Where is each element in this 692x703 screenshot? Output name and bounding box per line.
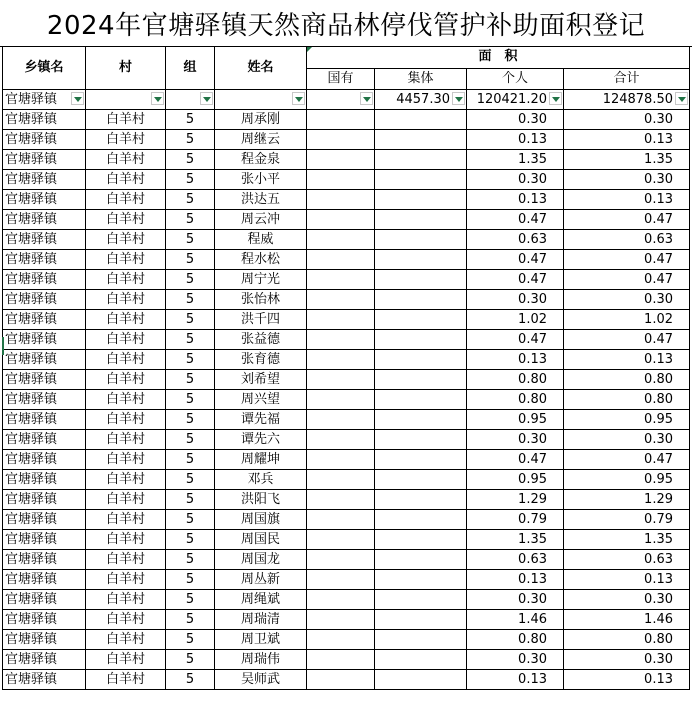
cell-village[interactable]: 白羊村 xyxy=(86,310,166,330)
cell-individual[interactable]: 1.46 xyxy=(467,610,564,630)
cell-group[interactable]: 5 xyxy=(166,230,215,250)
cell-group[interactable]: 5 xyxy=(166,470,215,490)
table-row xyxy=(3,250,690,270)
cell-town[interactable]: 官塘驿镇 xyxy=(3,130,86,150)
cell-group[interactable]: 5 xyxy=(166,510,215,530)
cell-town[interactable]: 官塘驿镇 xyxy=(3,110,86,130)
cell-collective[interactable] xyxy=(375,370,467,390)
cell-individual[interactable]: 0.80 xyxy=(467,390,564,410)
cell-village[interactable]: 白羊村 xyxy=(86,250,166,270)
filter-value-total: 124878.50 xyxy=(602,91,673,107)
cell-state[interactable] xyxy=(307,410,375,430)
cell-state[interactable] xyxy=(307,350,375,370)
table-row xyxy=(3,170,690,190)
cell-total[interactable]: 0.80 xyxy=(564,390,690,410)
cell-name[interactable]: 周承刚 xyxy=(215,110,307,130)
header-total: 合计 xyxy=(564,68,690,90)
cell-total[interactable]: 0.47 xyxy=(564,450,690,470)
cell-individual[interactable]: 0.80 xyxy=(467,630,564,650)
table-row xyxy=(3,450,690,470)
cell-total[interactable]: 0.80 xyxy=(564,630,690,650)
cell-state[interactable] xyxy=(307,150,375,170)
filter-cell-village[interactable] xyxy=(86,90,166,110)
cell-state[interactable] xyxy=(307,510,375,530)
table-row xyxy=(3,490,690,510)
cell-total[interactable]: 0.63 xyxy=(564,550,690,570)
table-row xyxy=(3,230,690,250)
filter-cell-name[interactable] xyxy=(215,90,307,110)
cell-village[interactable]: 白羊村 xyxy=(86,190,166,210)
cell-town[interactable]: 官塘驿镇 xyxy=(3,370,86,390)
cell-collective[interactable] xyxy=(375,390,467,410)
cell-name[interactable]: 周丛新 xyxy=(215,570,307,590)
cell-name[interactable]: 程金泉 xyxy=(215,150,307,170)
cell-group[interactable]: 5 xyxy=(166,370,215,390)
cell-collective[interactable] xyxy=(375,130,467,150)
cell-name[interactable]: 程威 xyxy=(215,230,307,250)
cell-state[interactable] xyxy=(307,430,375,450)
cell-individual[interactable]: 0.30 xyxy=(467,590,564,610)
cell-collective[interactable] xyxy=(375,110,467,130)
filter-value-collective: 4457.30 xyxy=(396,91,450,107)
cell-total[interactable]: 0.13 xyxy=(564,570,690,590)
cell-state[interactable] xyxy=(307,330,375,350)
cell-group[interactable]: 5 xyxy=(166,110,215,130)
filter-cell-group[interactable] xyxy=(166,90,215,110)
cell-name[interactable]: 周耀坤 xyxy=(215,450,307,470)
cell-group[interactable]: 5 xyxy=(166,290,215,310)
cell-name[interactable]: 周兴望 xyxy=(215,390,307,410)
sheet-title: 2024年官塘驿镇天然商品林停伐管护补助面积登记 xyxy=(46,10,646,41)
cell-individual[interactable]: 0.47 xyxy=(467,250,564,270)
table-row xyxy=(3,150,690,170)
cell-total[interactable]: 1.35 xyxy=(564,150,690,170)
cell-state[interactable] xyxy=(307,250,375,270)
cell-village[interactable]: 白羊村 xyxy=(86,530,166,550)
cell-name[interactable]: 张小平 xyxy=(215,170,307,190)
cell-name[interactable]: 洪达五 xyxy=(215,190,307,210)
cell-group[interactable]: 5 xyxy=(166,410,215,430)
cell-village[interactable]: 白羊村 xyxy=(86,410,166,430)
cell-state[interactable] xyxy=(307,390,375,410)
filter-cell-state[interactable] xyxy=(307,90,375,110)
cell-individual[interactable]: 0.30 xyxy=(467,290,564,310)
cell-state[interactable] xyxy=(307,450,375,470)
cell-group[interactable]: 5 xyxy=(166,250,215,270)
cell-name[interactable]: 谭先福 xyxy=(215,410,307,430)
cell-state[interactable] xyxy=(307,630,375,650)
cell-total[interactable]: 0.47 xyxy=(564,250,690,270)
cell-total[interactable]: 0.13 xyxy=(564,670,690,690)
cell-collective[interactable] xyxy=(375,250,467,270)
cell-village[interactable]: 白羊村 xyxy=(86,370,166,390)
cell-individual[interactable]: 1.02 xyxy=(467,310,564,330)
cell-name[interactable]: 周绳斌 xyxy=(215,590,307,610)
filter-dropdown-icon[interactable] xyxy=(292,92,305,105)
cell-name[interactable]: 吴师武 xyxy=(215,670,307,690)
table-row xyxy=(3,390,690,410)
cell-state[interactable] xyxy=(307,310,375,330)
header-name: 姓名 xyxy=(215,47,307,90)
cell-collective[interactable] xyxy=(375,330,467,350)
cell-collective[interactable] xyxy=(375,270,467,290)
cell-total[interactable]: 0.13 xyxy=(564,190,690,210)
cell-total[interactable]: 0.30 xyxy=(564,110,690,130)
cell-town[interactable]: 官塘驿镇 xyxy=(3,430,86,450)
cell-total[interactable]: 0.79 xyxy=(564,510,690,530)
cell-collective[interactable] xyxy=(375,410,467,430)
cell-name[interactable]: 周国旗 xyxy=(215,510,307,530)
filter-dropdown-icon[interactable] xyxy=(675,92,688,105)
table-row xyxy=(3,350,690,370)
cell-state[interactable] xyxy=(307,490,375,510)
cell-collective[interactable] xyxy=(375,610,467,630)
cell-total[interactable]: 0.13 xyxy=(564,130,690,150)
cell-collective[interactable] xyxy=(375,350,467,370)
table-row xyxy=(3,410,690,430)
data-rows xyxy=(3,110,690,690)
filter-dropdown-icon[interactable] xyxy=(452,92,465,105)
table-row xyxy=(3,310,690,330)
table-row xyxy=(3,210,690,230)
table-row xyxy=(3,290,690,310)
table-row xyxy=(3,110,690,130)
cell-group[interactable]: 5 xyxy=(166,610,215,630)
cell-individual[interactable]: 0.63 xyxy=(467,550,564,570)
cell-collective[interactable] xyxy=(375,490,467,510)
cell-state[interactable] xyxy=(307,670,375,690)
cell-name[interactable]: 周云冲 xyxy=(215,210,307,230)
cell-village[interactable]: 白羊村 xyxy=(86,150,166,170)
cell-town[interactable]: 官塘驿镇 xyxy=(3,570,86,590)
cell-state[interactable] xyxy=(307,470,375,490)
cell-individual[interactable]: 0.30 xyxy=(467,650,564,670)
cell-name[interactable]: 张育德 xyxy=(215,350,307,370)
cell-village[interactable]: 白羊村 xyxy=(86,630,166,650)
active-cell-indicator xyxy=(2,337,4,355)
cell-town[interactable]: 官塘驿镇 xyxy=(3,210,86,230)
cell-individual[interactable]: 0.47 xyxy=(467,450,564,470)
cell-name[interactable]: 周瑞伟 xyxy=(215,650,307,670)
cell-name[interactable]: 程水松 xyxy=(215,250,307,270)
cell-town[interactable]: 官塘驿镇 xyxy=(3,250,86,270)
cell-town[interactable]: 官塘驿镇 xyxy=(3,310,86,330)
cell-individual[interactable]: 0.13 xyxy=(467,130,564,150)
cell-total[interactable]: 0.80 xyxy=(564,370,690,390)
cell-state[interactable] xyxy=(307,550,375,570)
cell-total[interactable]: 1.35 xyxy=(564,530,690,550)
cell-state[interactable] xyxy=(307,230,375,250)
cell-individual[interactable]: 1.35 xyxy=(467,530,564,550)
filter-dropdown-icon[interactable] xyxy=(360,92,373,105)
cell-individual[interactable]: 0.80 xyxy=(467,370,564,390)
cell-name[interactable]: 张益德 xyxy=(215,330,307,350)
cell-village[interactable]: 白羊村 xyxy=(86,230,166,250)
table-row xyxy=(3,470,690,490)
table-row xyxy=(3,570,690,590)
cell-state[interactable] xyxy=(307,570,375,590)
cell-collective[interactable] xyxy=(375,670,467,690)
cell-individual[interactable]: 0.30 xyxy=(467,430,564,450)
cell-individual[interactable]: 1.35 xyxy=(467,150,564,170)
cell-collective[interactable] xyxy=(375,650,467,670)
cell-name[interactable]: 刘希望 xyxy=(215,370,307,390)
cell-total[interactable]: 0.13 xyxy=(564,350,690,370)
cell-group[interactable]: 5 xyxy=(166,630,215,650)
cell-group[interactable]: 5 xyxy=(166,570,215,590)
cell-individual[interactable]: 0.13 xyxy=(467,350,564,370)
cell-village[interactable]: 白羊村 xyxy=(86,390,166,410)
table-row xyxy=(3,190,690,210)
cell-town[interactable]: 官塘驿镇 xyxy=(3,230,86,250)
table-row xyxy=(3,270,690,290)
table-row xyxy=(3,670,690,690)
cell-town[interactable]: 官塘驿镇 xyxy=(3,650,86,670)
cell-state[interactable] xyxy=(307,270,375,290)
cell-individual[interactable]: 0.13 xyxy=(467,570,564,590)
header-row-1 xyxy=(3,47,690,69)
filter-value-individual: 120421.20 xyxy=(476,91,547,107)
cell-village[interactable]: 白羊村 xyxy=(86,350,166,370)
cell-collective[interactable] xyxy=(375,190,467,210)
table-row xyxy=(3,650,690,670)
cell-state[interactable] xyxy=(307,290,375,310)
cell-village[interactable]: 白羊村 xyxy=(86,170,166,190)
cell-village[interactable]: 白羊村 xyxy=(86,570,166,590)
cell-name[interactable]: 周继云 xyxy=(215,130,307,150)
filter-dropdown-icon[interactable] xyxy=(549,92,562,105)
cell-total[interactable]: 0.47 xyxy=(564,210,690,230)
cell-name[interactable]: 周国龙 xyxy=(215,550,307,570)
cell-village[interactable]: 白羊村 xyxy=(86,550,166,570)
cell-name[interactable]: 谭先六 xyxy=(215,430,307,450)
cell-state[interactable] xyxy=(307,650,375,670)
cell-group[interactable]: 5 xyxy=(166,450,215,470)
cell-town[interactable]: 官塘驿镇 xyxy=(3,630,86,650)
cell-group[interactable]: 5 xyxy=(166,530,215,550)
cell-total[interactable]: 1.46 xyxy=(564,610,690,630)
cell-individual[interactable]: 0.47 xyxy=(467,330,564,350)
cell-total[interactable]: 0.30 xyxy=(564,590,690,610)
table-row xyxy=(3,330,690,350)
cell-collective[interactable] xyxy=(375,570,467,590)
cell-town[interactable]: 官塘驿镇 xyxy=(3,290,86,310)
cell-village[interactable]: 白羊村 xyxy=(86,490,166,510)
cell-individual[interactable]: 0.47 xyxy=(467,210,564,230)
cell-state[interactable] xyxy=(307,590,375,610)
cell-name[interactable]: 周卫斌 xyxy=(215,630,307,650)
cell-collective[interactable] xyxy=(375,150,467,170)
cell-name[interactable]: 周宁光 xyxy=(215,270,307,290)
cell-town[interactable]: 官塘驿镇 xyxy=(3,670,86,690)
cell-group[interactable]: 5 xyxy=(166,150,215,170)
cell-group[interactable]: 5 xyxy=(166,650,215,670)
cell-name[interactable]: 周瑞清 xyxy=(215,610,307,630)
cell-town[interactable]: 官塘驿镇 xyxy=(3,150,86,170)
cell-town[interactable]: 官塘驿镇 xyxy=(3,330,86,350)
cell-collective[interactable] xyxy=(375,470,467,490)
cell-town[interactable]: 官塘驿镇 xyxy=(3,470,86,490)
cell-total[interactable]: 0.30 xyxy=(564,650,690,670)
cell-group[interactable]: 5 xyxy=(166,170,215,190)
cell-village[interactable]: 白羊村 xyxy=(86,650,166,670)
filter-dropdown-icon[interactable] xyxy=(200,92,213,105)
cell-town[interactable]: 官塘驿镇 xyxy=(3,350,86,370)
cell-group[interactable]: 5 xyxy=(166,130,215,150)
cell-group[interactable]: 5 xyxy=(166,350,215,370)
cell-village[interactable]: 白羊村 xyxy=(86,290,166,310)
cell-village[interactable]: 白羊村 xyxy=(86,430,166,450)
cell-village[interactable]: 白羊村 xyxy=(86,210,166,230)
cell-town[interactable]: 官塘驿镇 xyxy=(3,510,86,530)
cell-group[interactable]: 5 xyxy=(166,310,215,330)
cell-town[interactable]: 官塘驿镇 xyxy=(3,190,86,210)
cell-individual[interactable]: 0.30 xyxy=(467,170,564,190)
cell-state[interactable] xyxy=(307,170,375,190)
cell-total[interactable]: 0.95 xyxy=(564,410,690,430)
cell-individual[interactable]: 0.95 xyxy=(467,410,564,430)
cell-state[interactable] xyxy=(307,530,375,550)
filter-row xyxy=(3,90,690,110)
cell-group[interactable]: 5 xyxy=(166,490,215,510)
cell-collective[interactable] xyxy=(375,230,467,250)
cell-town[interactable]: 官塘驿镇 xyxy=(3,550,86,570)
cell-name[interactable]: 邓兵 xyxy=(215,470,307,490)
table-row xyxy=(3,530,690,550)
header-group: 组 xyxy=(166,47,215,90)
table-row xyxy=(3,370,690,390)
cell-total[interactable]: 0.47 xyxy=(564,270,690,290)
cell-village[interactable]: 白羊村 xyxy=(86,670,166,690)
title-row xyxy=(0,0,692,47)
cell-total[interactable]: 0.30 xyxy=(564,170,690,190)
cell-town[interactable]: 官塘驿镇 xyxy=(3,590,86,610)
cell-group[interactable]: 5 xyxy=(166,550,215,570)
table-row xyxy=(3,130,690,150)
cell-village[interactable]: 白羊村 xyxy=(86,610,166,630)
cell-town[interactable]: 官塘驿镇 xyxy=(3,450,86,470)
cell-collective[interactable] xyxy=(375,430,467,450)
table-row xyxy=(3,610,690,630)
table-row xyxy=(3,510,690,530)
cell-group[interactable]: 5 xyxy=(166,330,215,350)
header-area xyxy=(307,47,690,69)
filter-dropdown-icon[interactable] xyxy=(151,92,164,105)
cell-group[interactable]: 5 xyxy=(166,390,215,410)
cell-name[interactable]: 张怡林 xyxy=(215,290,307,310)
header-individual: 个人 xyxy=(467,68,564,90)
filter-cell-collective[interactable] xyxy=(375,90,467,110)
cell-state[interactable] xyxy=(307,130,375,150)
cell-village[interactable]: 白羊村 xyxy=(86,270,166,290)
filter-cell-total[interactable] xyxy=(564,90,690,110)
cell-village[interactable]: 白羊村 xyxy=(86,110,166,130)
cell-total[interactable]: 0.63 xyxy=(564,230,690,250)
table-row xyxy=(3,630,690,650)
header-area-label: 面 积 xyxy=(478,49,518,65)
cell-group[interactable]: 5 xyxy=(166,210,215,230)
cell-village[interactable]: 白羊村 xyxy=(86,470,166,490)
cell-village[interactable]: 白羊村 xyxy=(86,130,166,150)
cell-individual[interactable]: 1.29 xyxy=(467,490,564,510)
cell-collective[interactable] xyxy=(375,170,467,190)
cell-state[interactable] xyxy=(307,210,375,230)
table-row xyxy=(3,590,690,610)
cell-group[interactable]: 5 xyxy=(166,190,215,210)
cell-collective[interactable] xyxy=(375,310,467,330)
cell-group[interactable]: 5 xyxy=(166,430,215,450)
cell-town[interactable]: 官塘驿镇 xyxy=(3,170,86,190)
cell-village[interactable]: 白羊村 xyxy=(86,450,166,470)
header-state: 国有 xyxy=(307,68,375,90)
header-village: 村 xyxy=(86,47,166,90)
spreadsheet-grid xyxy=(2,46,690,690)
cell-name[interactable]: 洪阳飞 xyxy=(215,490,307,510)
cell-collective[interactable] xyxy=(375,450,467,470)
cell-name[interactable]: 洪千四 xyxy=(215,310,307,330)
cell-collective[interactable] xyxy=(375,510,467,530)
cell-group[interactable]: 5 xyxy=(166,670,215,690)
cell-state[interactable] xyxy=(307,190,375,210)
cell-group[interactable]: 5 xyxy=(166,590,215,610)
cell-state[interactable] xyxy=(307,370,375,390)
cell-collective[interactable] xyxy=(375,590,467,610)
cell-individual[interactable]: 0.95 xyxy=(467,470,564,490)
table-row xyxy=(3,550,690,570)
cell-total[interactable]: 0.30 xyxy=(564,430,690,450)
cell-individual[interactable]: 0.63 xyxy=(467,230,564,250)
cell-state[interactable] xyxy=(307,110,375,130)
filter-cell-individual[interactable] xyxy=(467,90,564,110)
cell-town[interactable]: 官塘驿镇 xyxy=(3,390,86,410)
cell-comment-marker xyxy=(307,47,312,52)
cell-town[interactable]: 官塘驿镇 xyxy=(3,490,86,510)
header-collective: 集体 xyxy=(375,68,467,90)
cell-town[interactable]: 官塘驿镇 xyxy=(3,410,86,430)
cell-village[interactable]: 白羊村 xyxy=(86,590,166,610)
cell-individual[interactable]: 0.30 xyxy=(467,110,564,130)
filter-dropdown-icon[interactable] xyxy=(71,92,84,105)
cell-individual[interactable]: 0.13 xyxy=(467,190,564,210)
cell-individual[interactable]: 0.47 xyxy=(467,270,564,290)
cell-total[interactable]: 1.29 xyxy=(564,490,690,510)
cell-town[interactable]: 官塘驿镇 xyxy=(3,530,86,550)
filter-cell-town[interactable] xyxy=(3,90,86,110)
filter-value-town: 官塘驿镇 xyxy=(5,91,58,107)
cell-collective[interactable] xyxy=(375,550,467,570)
cell-state[interactable] xyxy=(307,610,375,630)
cell-village[interactable]: 白羊村 xyxy=(86,510,166,530)
cell-town[interactable]: 官塘驿镇 xyxy=(3,610,86,630)
cell-total[interactable]: 0.30 xyxy=(564,290,690,310)
cell-group[interactable]: 5 xyxy=(166,270,215,290)
cell-collective[interactable] xyxy=(375,290,467,310)
cell-individual[interactable]: 0.79 xyxy=(467,510,564,530)
cell-collective[interactable] xyxy=(375,210,467,230)
cell-collective[interactable] xyxy=(375,530,467,550)
table-row xyxy=(3,430,690,450)
cell-name[interactable]: 周国民 xyxy=(215,530,307,550)
cell-total[interactable]: 0.47 xyxy=(564,330,690,350)
cell-total[interactable]: 0.95 xyxy=(564,470,690,490)
cell-total[interactable]: 1.02 xyxy=(564,310,690,330)
cell-collective[interactable] xyxy=(375,630,467,650)
cell-village[interactable]: 白羊村 xyxy=(86,330,166,350)
cell-town[interactable]: 官塘驿镇 xyxy=(3,270,86,290)
cell-individual[interactable]: 0.13 xyxy=(467,670,564,690)
header-town: 乡镇名 xyxy=(3,47,86,90)
